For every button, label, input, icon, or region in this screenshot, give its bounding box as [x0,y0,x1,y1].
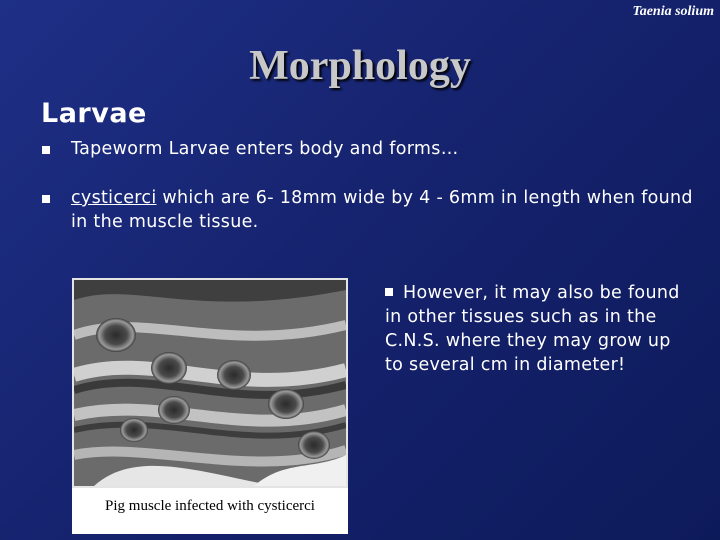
cysticerci-term: cysticerci [71,188,157,208]
image-caption: Pig muscle infected with cysticerci [105,498,315,514]
bullet-text: which are 6- 18mm wide by 4 - 6mm in length when found in the muscle tissue. [71,188,693,232]
bullet-text: Tapeworm Larvae enters body and forms… [71,139,459,159]
bullet-item [40,137,700,161]
square-bullet-icon [42,146,50,154]
bullet-list [40,137,700,234]
side-note [385,281,685,377]
slide-title: Morphology [249,43,471,89]
subheading: Larvae [41,98,147,129]
side-note-text: However, it may also be found in other tissues such as in the C.N.S. where they may grow up to several cm in diameter! [385,283,680,375]
corner-title: Taenia solium [632,4,714,19]
bullet-item [40,186,700,234]
square-bullet-icon [385,288,393,296]
square-bullet-icon [42,195,50,203]
muscle-micrograph [72,278,348,488]
